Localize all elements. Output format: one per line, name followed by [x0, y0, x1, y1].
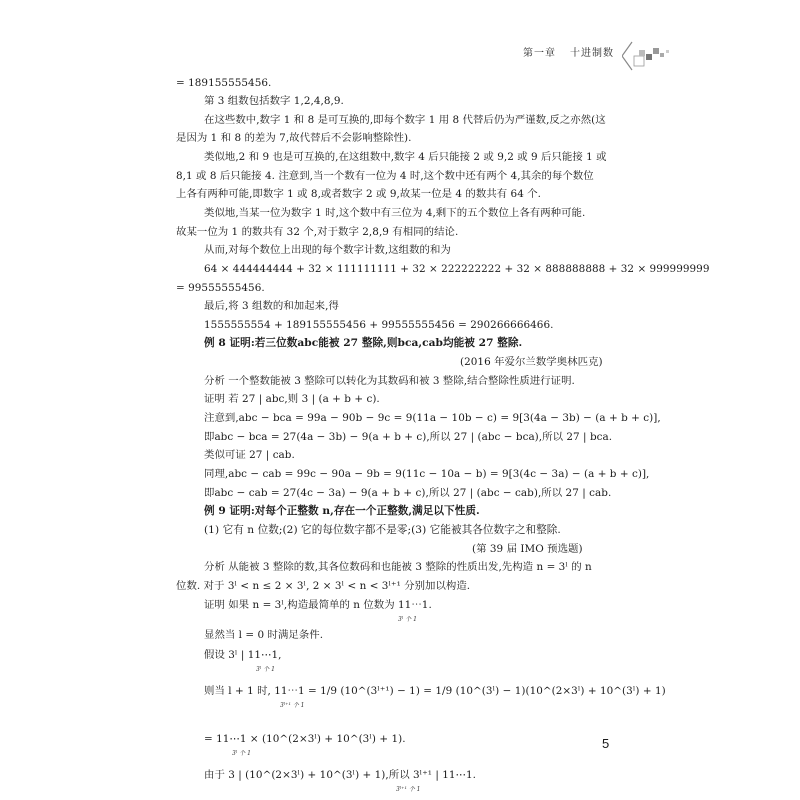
proof-line: 即abc − bca = 27(4a − 3b) − 9(a + b + c),所以 27 | (abc − bca),所以 27 | bca.	[204, 431, 613, 443]
proof-line: 显然当 l = 0 时满足条件.	[204, 629, 324, 641]
proof-line: 类似可证 27 | cab.	[204, 449, 295, 461]
page-number: 5	[602, 736, 610, 751]
source-citation: (2016 年爱尔兰数学奥林匹克)	[460, 356, 603, 368]
text-line: 在这些数中,数字 1 和 8 是可互换的,即每个数字 1 用 8 代替后仍为严谨数,反之亦然(这	[204, 114, 606, 126]
text-line: 类似地,当某一位为数字 1 时,这个数中有三位为 4,剩下的五个数位上各有两种可能.	[204, 207, 586, 219]
equation-line: 1555555554 + 189155555456 + 99555555456 = 290266666466.	[204, 319, 554, 331]
text-line: 第 3 组数包括数字 1,2,4,8,9.	[204, 95, 344, 107]
example-9-statement: 例 9 证明:对每个正整数 n,存在一个正整数,满足以下性质.	[204, 505, 480, 517]
underbrace-label: 3ˡ 个 1	[398, 616, 417, 623]
proof-line: 即abc − cab = 27(4c − 3a) − 9(a + b + c),所以 27 | (abc − cab),所以 27 | cab.	[204, 487, 612, 499]
running-header	[523, 44, 614, 59]
text-line: = 189155555456.	[176, 77, 272, 89]
proof-line: 假设 3ˡ | 11⋯1,	[204, 649, 282, 661]
proof-line: 证明 如果 n = 3ˡ,构造最简单的 n 位数为 11⋯1.	[204, 599, 432, 611]
underbrace-label: 3ˡ⁺¹ 个 1	[280, 702, 305, 709]
analysis-line: 位数. 对于 3ˡ < n ≤ 2 × 3ˡ, 2 × 3ˡ < n < 3ˡ⁺¹ 分别加以构造.	[176, 580, 471, 592]
proof-line: 同理,abc − cab = 99c − 90a − 9b = 9(11c − 10a − b) = 9[3(4c − 3a) − (a + b + c)],	[204, 468, 650, 480]
equation-line: 则当 l + 1 时, 11⋯1 = 1/9 (10^(3ˡ⁺¹) − 1) = 1/9 (10^(3ˡ) − 1)(10^(2×3ˡ) + 10^(3ˡ) + 1)	[204, 685, 666, 697]
underbrace-label: 3ˡ⁺¹ 个 1	[396, 786, 421, 793]
text-line: 从而,对每个数位上出现的每个数字计数,这组数的和为	[204, 244, 451, 256]
text-line: 类似地,2 和 9 也是可互换的,在这组数中,数字 4 后只能接 2 或 9,2 或 9 后只能接 1 或	[204, 151, 607, 163]
text-line: 8,1 或 8 后只能接 4. 注意到,当一个数有一位为 4 时,这个数中还有两个 4,其余的每个数位	[176, 170, 594, 182]
source-citation: (第 39 届 IMO 预选题)	[472, 543, 583, 555]
analysis-line: 分析 从能被 3 整除的数,其各位数码和也能被 3 整除的性质出发,先构造 n = 3ˡ 的 n	[204, 561, 592, 573]
text-line: 是因为 1 和 8 的差为 7,故代替后不会影响整除性).	[176, 132, 412, 144]
example-8-statement: 例 8 证明:若三位数abc能被 27 整除,则bca,cab均能被 27 整除.	[204, 337, 523, 349]
analysis-line: 分析 一个整数能被 3 整除可以转化为其数码和被 3 整除,结合整除性质进行证明.	[204, 375, 575, 387]
proof-line: 证明 若 27 | abc,则 3 | (a + b + c).	[204, 393, 380, 405]
chapter-label: 第一章	[523, 48, 556, 59]
example-9-conditions: (1) 它有 n 位数;(2) 它的每位数字都不是零;(3) 它能被其各位数字之和整除.	[204, 524, 561, 536]
equation-line: 由于 3 | (10^(2×3ˡ) + 10^(3ˡ) + 1),所以 3ˡ⁺¹ | 11⋯1.	[204, 769, 476, 781]
proof-line: 注意到,abc − bca = 99a − 90b − 9c = 9(11a − 10b − c) = 9[3(4a − 3b) − (a + b + c)],	[204, 412, 661, 424]
chapter-title: 十进制数	[570, 48, 614, 59]
text-line: 最后,将 3 组数的和加起来,得	[204, 300, 339, 312]
text-line: 故某一位为 1 的数共有 32 个,对于数字 2,8,9 有相同的结论.	[176, 226, 459, 238]
text-line: 上各有两种可能,即数字 1 或 8,或者数字 2 或 9,故某一位是 4 的数共有 64 个.	[176, 188, 542, 200]
equation-line: 64 × 444444444 + 32 × 111111111 + 32 × 222222222 + 32 × 888888888 + 32 × 999999999	[204, 263, 710, 275]
underbrace-label: 3ˡ 个 1	[256, 666, 275, 673]
header-decoration-icon	[622, 40, 682, 72]
equation-line: = 99555555456.	[176, 282, 265, 294]
underbrace-label: 3ˡ 个 1	[232, 750, 251, 757]
equation-line: = 11⋯1 × (10^(2×3ˡ) + 10^(3ˡ) + 1).	[204, 733, 406, 745]
